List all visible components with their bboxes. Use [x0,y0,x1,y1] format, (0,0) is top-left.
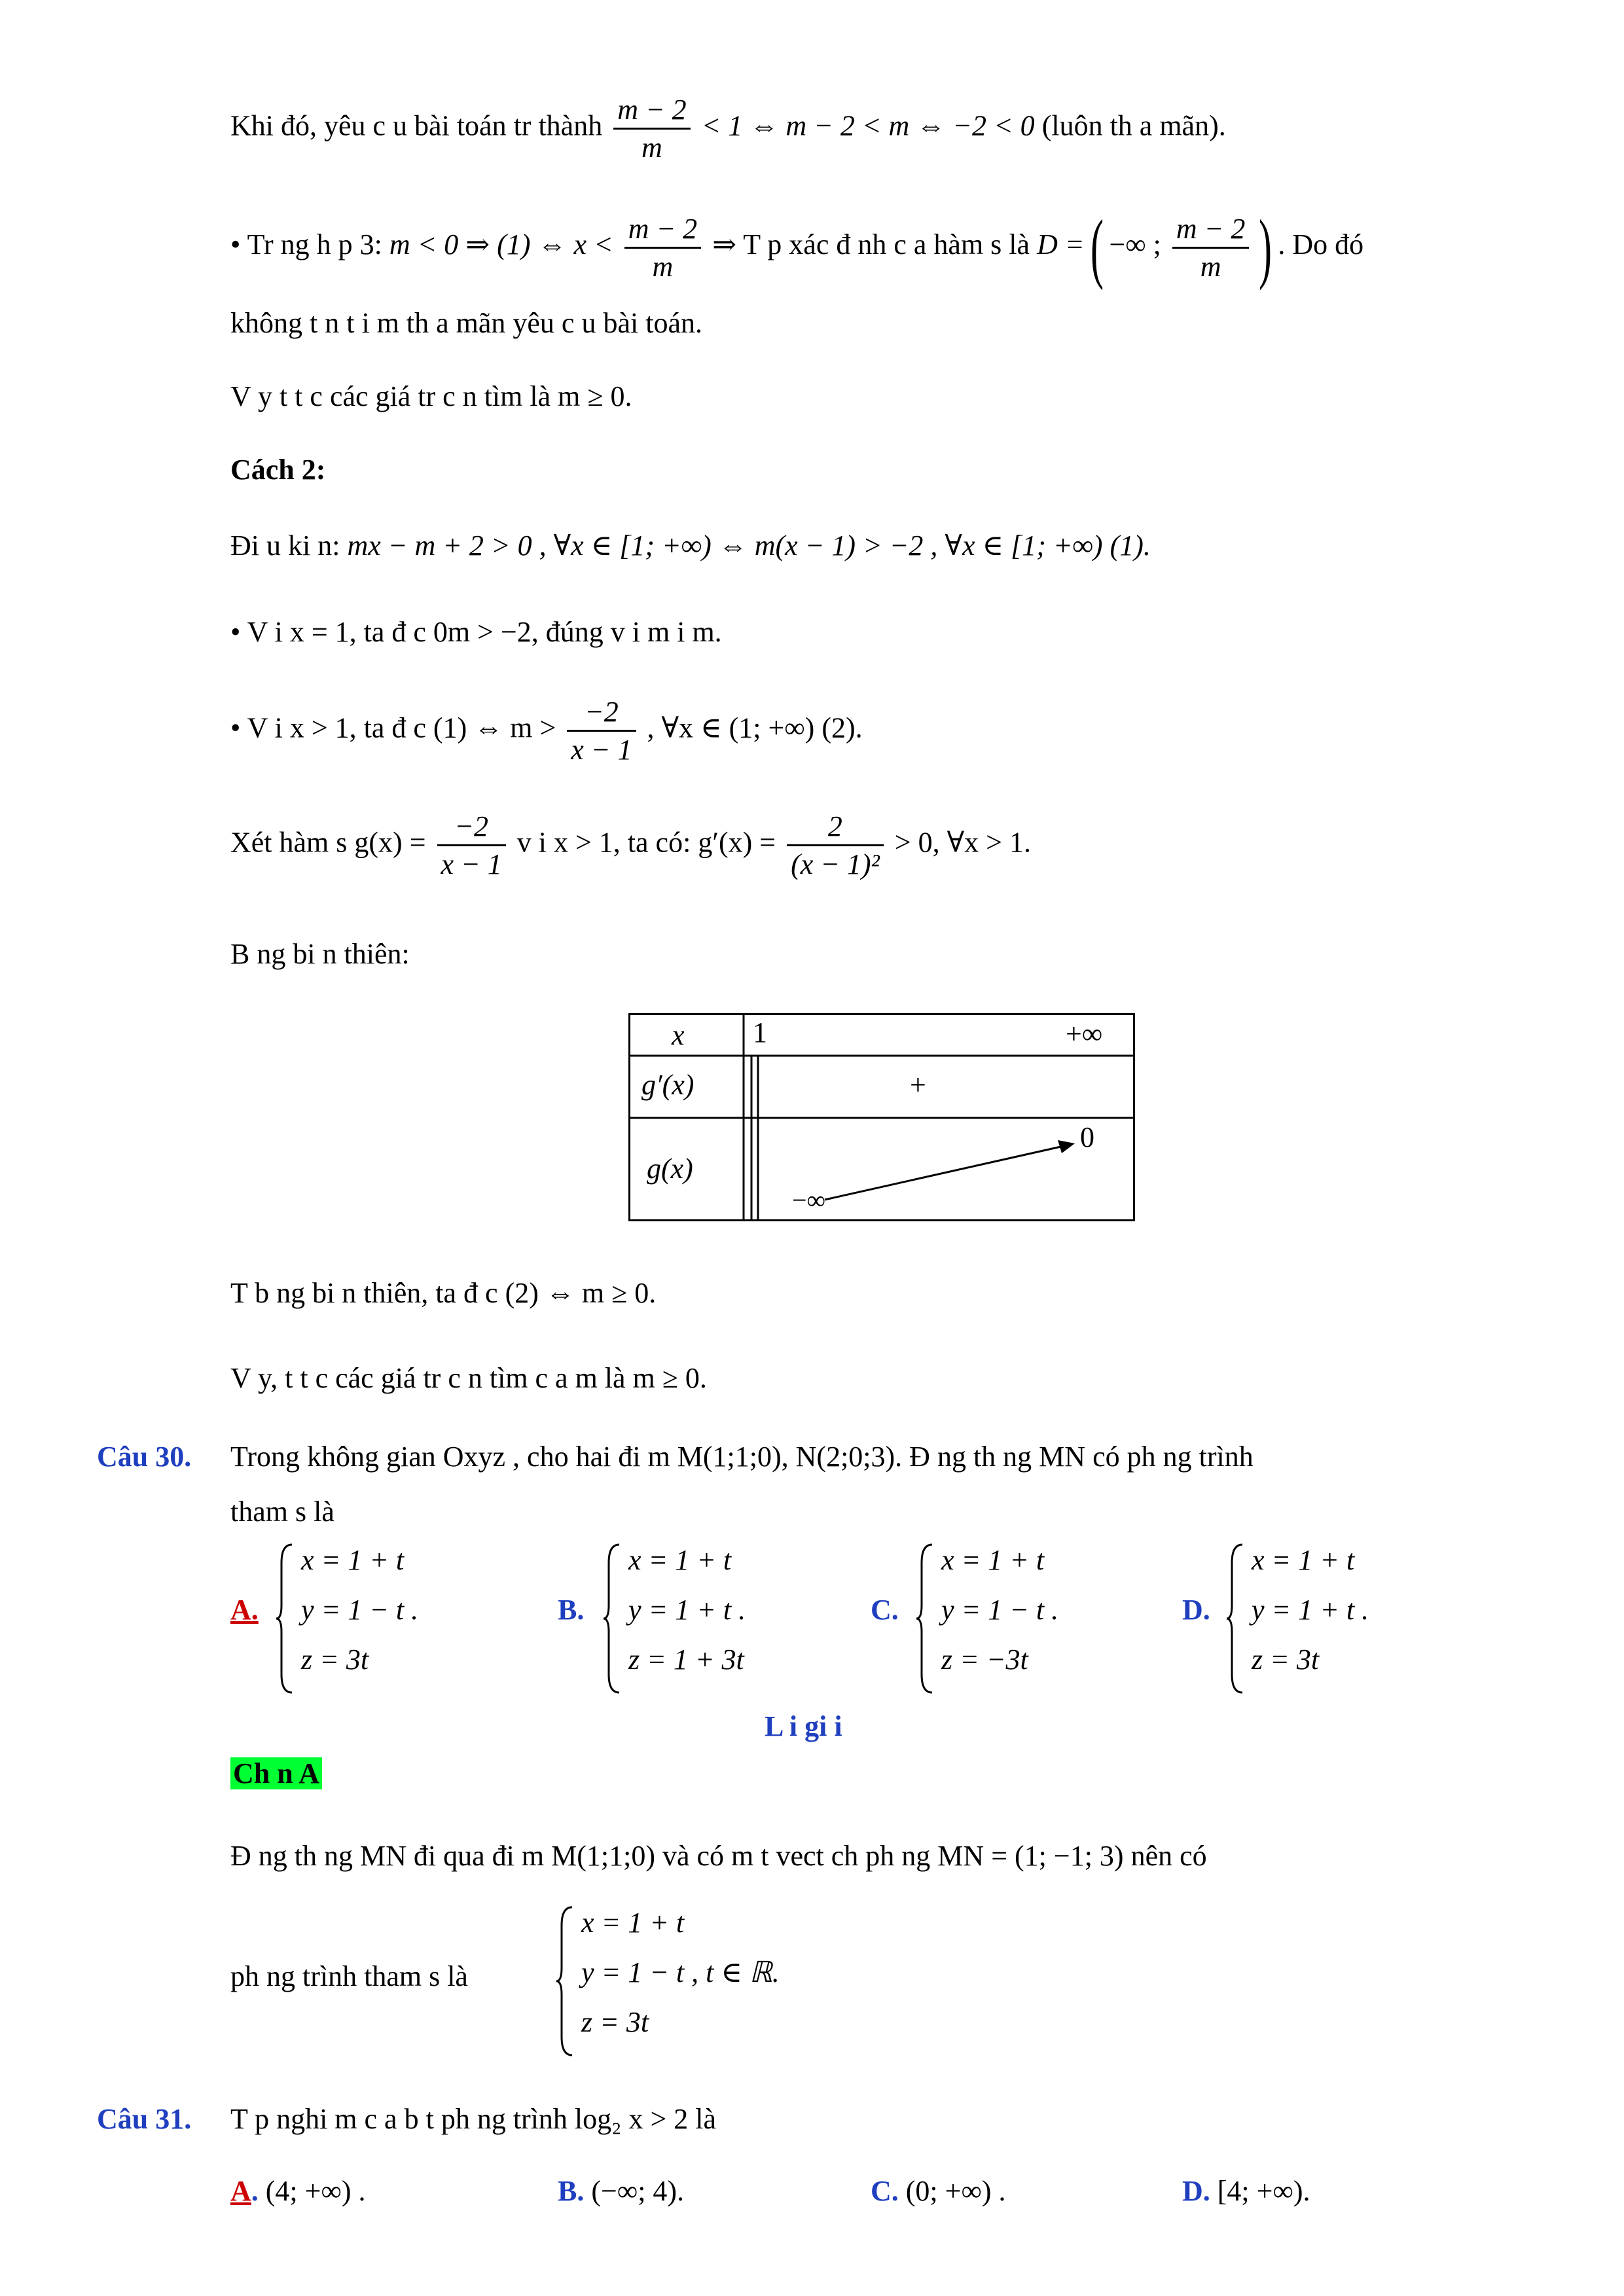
line-case3 [230,204,1364,291]
equation-row: y = 1 − t . [301,1594,419,1626]
text: Xét hàm s g(x) = [230,826,426,859]
equation-row: z = 3t [1252,1643,1320,1676]
text: • V i x > 1, ta đ c (1) ⇔ m > [230,711,556,744]
option-d-system[interactable] [1225,1543,1422,1694]
inequality: mx − m + 2 > 0 , ∀x ∈ [1; +∞) ⇔ m(x − 1) > −2 , ∀x ∈ [1; +∞) (1). [347,529,1151,562]
fraction: $\frac{2}{\text{(x − 1)²}}$ [787,808,884,882]
question-30-text-2: tham s là [230,1496,334,1528]
brace-icon [275,1543,295,1694]
table-row-derivative-label: g′(x) [641,1069,695,1101]
option-c-label[interactable]: C. [871,1594,899,1626]
method-2-heading: Cách 2: [230,454,326,486]
solution-text-2: ph ng trình tham s là [230,1960,468,1992]
table-header-x: x [672,1019,685,1051]
question-30-label: Câu 30. [97,1441,192,1473]
fraction: $\frac{m - 2}{m}$ [1172,211,1249,285]
inequality: m < 0 ⇒ (1) ⇔ x < [389,228,613,261]
fraction: $\frac{m - 2}{m}$ [624,211,701,285]
line-x-equals-1: • V i x = 1, ta đ c 0m > −2, đúng v i m i m. [230,616,722,648]
solution-heading: L i gi i [765,1710,842,1742]
equation-row: y = 1 + t . [1252,1594,1369,1626]
line-condition [230,529,1151,564]
fraction: $\frac{-2}{x - 1}$ [567,694,636,768]
table-header-1: 1 [753,1016,767,1049]
fraction: $\frac{m - 2}{m}$ [613,92,690,166]
table-minus-inf: −∞ [792,1185,826,1215]
text: Đi u ki n: [230,529,340,562]
question-31-label: Câu 31. [97,2103,192,2135]
equation-row: x = 1 + t [301,1544,405,1576]
equation-row: y = 1 − t . [941,1594,1059,1626]
text: Khi đó, yêu c u bài toán tr thành [230,109,603,142]
brace-icon [915,1543,935,1694]
text: ⇒ T p xác đ nh c a hàm s là [712,228,1030,261]
option-b-label[interactable]: B. [558,1594,585,1626]
paren-open: ( [1090,204,1104,291]
option-a-system[interactable] [275,1543,471,1694]
question-30-text: Trong không gian Oxyz , cho hai đi m M(1;1;0), N(2;0;3). Đ ng th ng MN có ph ng trình [230,1441,1254,1473]
text: v i x > 1, ta có: g′(x) = [516,826,776,859]
text: . Do đó [1278,228,1364,261]
equation-row: y = 1 − t , t ∈ ℝ. [581,1956,780,1988]
q31-option-b[interactable]: B. (−∞; 4). [558,2175,685,2207]
text: , ∀x ∈ (1; +∞) (2). [647,711,863,744]
brace-icon [555,1906,575,2056]
text: > 0, ∀x > 1. [894,826,1031,859]
equation-row: x = 1 + t [941,1544,1045,1576]
brace-icon [1225,1543,1245,1694]
option-d-label[interactable]: D. [1182,1594,1210,1626]
interval-left: −∞ ; [1109,228,1161,261]
q31-option-a[interactable]: A. (4; +∞) . [230,2175,366,2207]
table-row-derivative-sign: + [910,1069,926,1101]
q31-option-c[interactable]: C. (0; +∞) . [871,2175,1006,2207]
line-condition-case2 [230,92,1226,166]
equation-row: z = 3t [581,2006,649,2038]
inequality: < 1 ⇔ m − 2 < m ⇔ −2 < 0 [701,109,1035,142]
solution-system [555,1906,830,2056]
equation-row: x = 1 + t [581,1907,685,1939]
brace-icon [602,1543,622,1694]
domain: D = [1037,228,1085,261]
equation-row: z = −3t [941,1643,1028,1676]
equation-row: z = 1 + 3t [628,1643,744,1676]
table-zero: 0 [1080,1121,1094,1153]
variation-table-grid [628,1013,1135,1221]
line-table-label: B ng bi n thiên: [230,938,410,970]
table-header-inf: +∞ [1066,1018,1103,1050]
line-conclusion-2: V y, t t c các giá tr c n tìm c a m là m ≥ 0. [230,1362,707,1394]
option-a-label[interactable]: A. [230,1594,259,1626]
question-31-text: T p nghi m c a b t ph ng trình log₂ x > 2 là [230,2103,717,2135]
fraction: $\frac{-2}{x - 1}$ [437,808,506,882]
line-x-greater-1 [230,694,863,768]
paren-close: ) [1259,204,1272,291]
variation-table [628,1013,1135,1221]
line-no-m: không t n t i m th a mãn yêu c u bài toán. [230,307,702,339]
equation-row: y = 1 + t . [628,1594,746,1626]
option-c-system[interactable] [915,1543,1111,1694]
text: • Tr ng h p 3: [230,228,382,261]
line-from-table: T b ng bi n thiên, ta đ c (2) ⇔ m ≥ 0. [230,1277,657,1309]
answer-highlight: Ch n A [230,1757,322,1791]
equation-row: x = 1 + t [1252,1544,1355,1576]
equation-row: z = 3t [301,1643,369,1676]
arrow-head-icon [1058,1140,1075,1153]
text: (luôn th a mãn). [1041,109,1226,142]
equation-row: x = 1 + t [628,1544,732,1576]
line-conclusion-1: V y t t c các giá tr c n tìm là m ≥ 0. [230,380,632,412]
q31-option-d[interactable]: D. [4; +∞). [1182,2175,1310,2207]
option-b-system[interactable] [602,1543,812,1694]
increasing-arrow [825,1146,1064,1200]
line-function-g [230,808,1031,882]
solution-text: Đ ng th ng MN đi qua đi m M(1;1;0) và có m t vect ch ph ng MN = (1; −1; 3) nên có [230,1840,1207,1872]
table-row-function-label: g(x) [647,1153,693,1185]
